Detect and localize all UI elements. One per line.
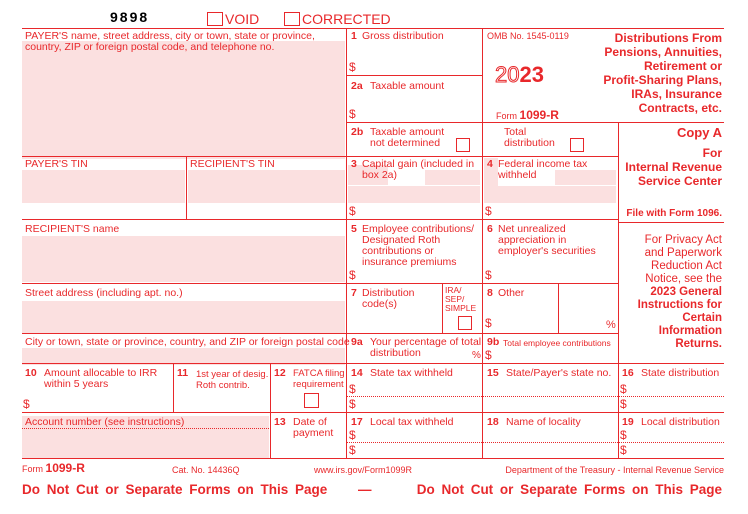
box11-num: 11 bbox=[177, 367, 189, 379]
dotted-account bbox=[22, 428, 269, 429]
street-field[interactable] bbox=[22, 301, 345, 333]
payer-label: PAYER'S name, street address, city or town, state or province, country, ZIP or foreign postal code, and telephone no. bbox=[25, 30, 315, 53]
box1-label: Gross distribution bbox=[362, 30, 444, 42]
payer-tin-field[interactable] bbox=[22, 170, 185, 203]
copy-a: Copy A bbox=[676, 125, 722, 140]
box2b-label: Taxable amount not determined bbox=[370, 126, 445, 149]
box2a-dollar: $ bbox=[349, 107, 356, 121]
box11-label: 1st year of desig. Roth contrib. bbox=[196, 369, 269, 391]
box12-label: FATCA filing requirement bbox=[293, 368, 345, 390]
form-title: Distributions From Pensions, Annuities, Retirement or Profit-Sharing Plans, IRAs, Insurance Contracts, etc. bbox=[603, 31, 722, 115]
box17-num: 17 bbox=[351, 416, 363, 428]
box12-num: 12 bbox=[274, 367, 286, 379]
box17-label: Local tax withheld bbox=[370, 416, 454, 428]
col-618-bottom bbox=[618, 363, 619, 458]
box19-dollar-1: $ bbox=[620, 428, 627, 442]
dotted-19 bbox=[619, 442, 724, 443]
col-173 bbox=[173, 363, 174, 412]
void-checkbox[interactable] bbox=[207, 12, 223, 26]
corrected-checkbox[interactable] bbox=[284, 12, 300, 26]
box3-field[interactable] bbox=[348, 186, 480, 203]
box15-num: 15 bbox=[487, 367, 499, 379]
copy-for-irs: For Internal Revenue Service Center bbox=[625, 146, 722, 188]
fatca-checkbox[interactable] bbox=[304, 393, 319, 408]
box2a-num: 2a bbox=[351, 80, 363, 92]
rule-right-file bbox=[619, 222, 724, 223]
box19-num: 19 bbox=[622, 416, 634, 428]
rule-box1 bbox=[347, 75, 482, 76]
box6-num: 6 bbox=[487, 223, 493, 235]
box2b-num: 2b bbox=[351, 126, 364, 138]
ira-sep-simple-label: IRA/ SEP/ SIMPLE bbox=[445, 285, 477, 313]
year-outline: 20 bbox=[495, 62, 520, 87]
corrected-label: CORRECTED bbox=[302, 11, 391, 27]
col-186 bbox=[186, 156, 187, 219]
year-bold: 23 bbox=[519, 62, 544, 87]
box8-label: Other bbox=[498, 287, 525, 299]
box4-num: 4 bbox=[487, 158, 493, 170]
box2b-checkbox[interactable] bbox=[456, 138, 470, 152]
do-not-cut-dash: — bbox=[358, 482, 372, 497]
box14-num: 14 bbox=[351, 367, 363, 379]
box9b-num: 9b bbox=[487, 336, 500, 348]
general-instructions: 2023 General Instructions for Certain Information Returns. bbox=[637, 286, 722, 350]
box9b-dollar: $ bbox=[485, 348, 492, 362]
col-482-top bbox=[482, 28, 483, 156]
do-not-cut-right: Do Not Cut or Separate Forms on This Page bbox=[416, 482, 722, 497]
form-number: 1099-R bbox=[519, 108, 559, 122]
account-label: Account number (see instructions) bbox=[25, 416, 185, 428]
box3-num: 3 bbox=[351, 158, 357, 170]
dotted-17 bbox=[347, 442, 482, 443]
box15-label: State/Payer's state no. bbox=[506, 367, 612, 379]
recipient-tin-label: RECIPIENT'S TIN bbox=[190, 158, 275, 170]
box4-field[interactable] bbox=[484, 186, 616, 203]
footer-dept: Department of the Treasury - Internal Revenue Service bbox=[505, 465, 724, 475]
box1-num: 1 bbox=[351, 30, 357, 42]
rule-name bbox=[22, 283, 619, 284]
rule-top bbox=[22, 28, 724, 29]
do-not-cut-left: Do Not Cut or Separate Forms on This Page bbox=[22, 482, 328, 497]
tax-year bbox=[495, 64, 544, 86]
box19-dollar-2: $ bbox=[620, 443, 627, 457]
dotted-14 bbox=[347, 396, 482, 397]
box9a-num: 9a bbox=[351, 336, 363, 348]
box5-num: 5 bbox=[351, 223, 357, 235]
footer-url: www.irs.gov/Form1099R bbox=[314, 465, 413, 475]
box9a-percent: % bbox=[472, 350, 481, 361]
account-field[interactable] bbox=[22, 428, 269, 458]
col-558 bbox=[558, 283, 559, 333]
recipient-tin-field[interactable] bbox=[188, 170, 345, 203]
box6-label: Net unrealized appreciation in employer's securities bbox=[498, 223, 596, 257]
privacy-notice: For Privacy Act and Paperwork Reduction Act Notice, see the bbox=[644, 234, 722, 285]
box4-label: Federal income tax withheld bbox=[498, 158, 588, 181]
form-word: Form bbox=[496, 111, 517, 121]
void-label: VOID bbox=[225, 11, 260, 27]
box9a-label: Your percentage of total distribution bbox=[370, 336, 482, 359]
rule-bottom bbox=[22, 458, 724, 459]
col-346 bbox=[346, 28, 347, 458]
rule-box2a bbox=[347, 122, 724, 123]
account-shade-2 bbox=[190, 416, 269, 428]
file-with: File with Form 1096. bbox=[626, 208, 722, 219]
dotted-16 bbox=[619, 396, 724, 397]
box3-label: Capital gain (included in box 2a) bbox=[362, 158, 475, 181]
box5-dollar: $ bbox=[349, 268, 356, 282]
box5-label: Employee contributions/ Designated Roth contributions or insurance premiums bbox=[362, 223, 475, 268]
city-label: City or town, state or province, country, and ZIP or foreign postal code bbox=[25, 336, 350, 348]
box8-num: 8 bbox=[487, 287, 493, 299]
box18-num: 18 bbox=[487, 416, 499, 428]
rule-2b bbox=[22, 156, 619, 157]
box14-dollar-1: $ bbox=[349, 382, 356, 396]
box14-label: State tax withheld bbox=[370, 367, 453, 379]
box16-dollar-1: $ bbox=[620, 382, 627, 396]
omb-number: OMB No. 1545-0119 bbox=[487, 31, 569, 41]
payer-tin-label: PAYER'S TIN bbox=[25, 158, 88, 170]
box4-dollar: $ bbox=[485, 204, 492, 218]
payer-info-field[interactable] bbox=[22, 41, 345, 159]
box18-label: Name of locality bbox=[506, 416, 581, 428]
col-618 bbox=[618, 122, 619, 363]
box7-num: 7 bbox=[351, 287, 357, 299]
rule-street bbox=[22, 333, 619, 334]
box13-num: 13 bbox=[274, 416, 286, 428]
footer-form-word: Form bbox=[22, 464, 43, 474]
street-label: Street address (including apt. no.) bbox=[25, 287, 183, 299]
col-482 bbox=[482, 156, 483, 458]
recipient-name-field[interactable] bbox=[22, 236, 345, 282]
box16-dollar-2: $ bbox=[620, 397, 627, 411]
footer-cat: Cat. No. 14436Q bbox=[172, 465, 240, 475]
dotted-18 bbox=[483, 442, 618, 443]
total-distribution-checkbox[interactable] bbox=[570, 138, 584, 152]
col-442 bbox=[442, 283, 443, 333]
dotted-10 bbox=[22, 412, 173, 413]
box8-percent: % bbox=[606, 319, 616, 331]
box16-label: State distribution bbox=[641, 367, 720, 379]
box17-dollar-2: $ bbox=[349, 443, 356, 457]
box14-dollar-2: $ bbox=[349, 397, 356, 411]
form-id-code: 9898 bbox=[110, 9, 150, 25]
footer-form-number: 1099-R bbox=[45, 461, 85, 475]
recipient-name-label: RECIPIENT'S name bbox=[25, 223, 120, 235]
box1-dollar: $ bbox=[349, 60, 356, 74]
box7-label: Distribution code(s) bbox=[362, 287, 415, 310]
ira-sep-simple-checkbox[interactable] bbox=[458, 316, 472, 330]
box2a-label: Taxable amount bbox=[370, 80, 445, 92]
footer-form bbox=[22, 463, 85, 475]
box8-dollar: $ bbox=[485, 316, 492, 330]
box13-label: Date of payment bbox=[293, 416, 334, 439]
rule-tin bbox=[22, 219, 619, 220]
col-270 bbox=[270, 363, 271, 458]
box10-label: Amount allocable to IRR within 5 years bbox=[44, 367, 158, 390]
box9b-label: Total employee contributions bbox=[503, 338, 611, 348]
box19-label: Local distribution bbox=[641, 416, 720, 428]
box17-dollar-1: $ bbox=[349, 428, 356, 442]
box16-num: 16 bbox=[622, 367, 634, 379]
total-distribution-label: Total distribution bbox=[504, 126, 555, 149]
box6-dollar: $ bbox=[485, 268, 492, 282]
dotted-15 bbox=[483, 396, 618, 397]
box10-num: 10 bbox=[25, 367, 37, 379]
form-label bbox=[496, 110, 559, 122]
box3-dollar: $ bbox=[349, 204, 356, 218]
box10-dollar: $ bbox=[23, 397, 30, 411]
